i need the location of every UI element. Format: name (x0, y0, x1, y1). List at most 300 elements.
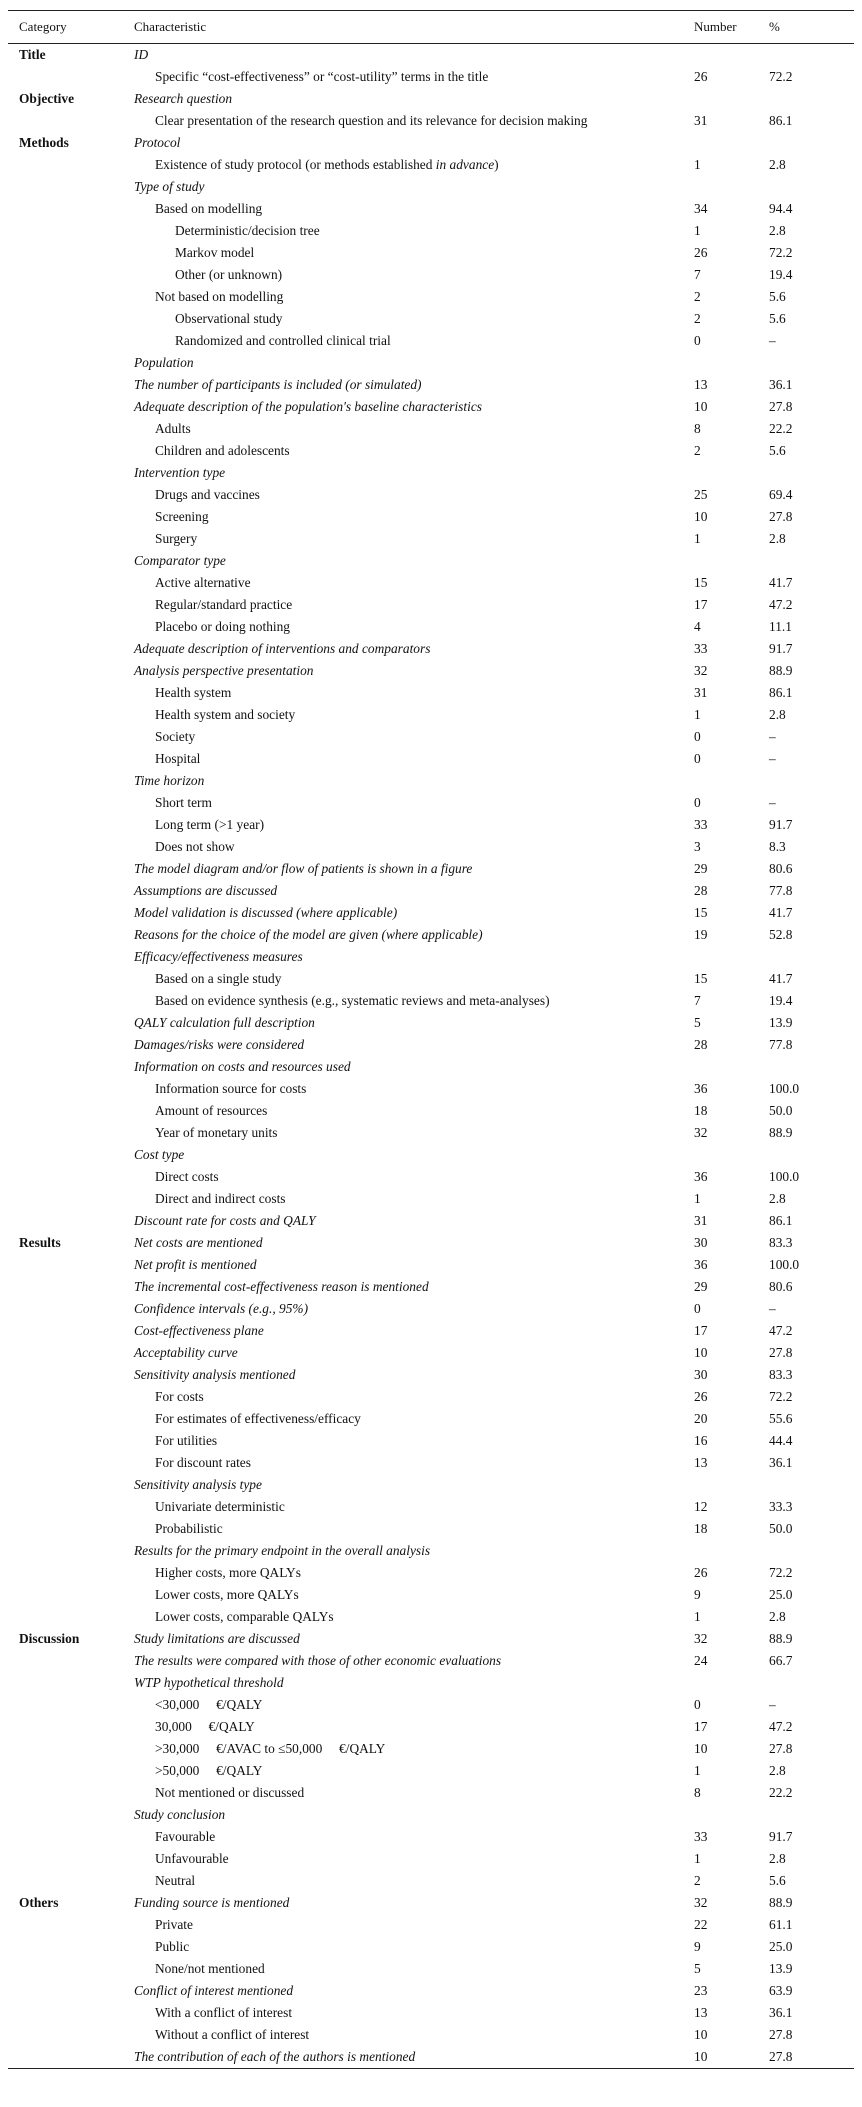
characteristic-text: Existence of study protocol (or methods established (155, 157, 436, 172)
table-row (8, 396, 854, 418)
row-characteristic: Damages/risks were considered (134, 1037, 305, 1052)
row-percent: 5.6 (769, 289, 786, 304)
row-number: 24 (694, 1653, 708, 1668)
row-category (8, 1122, 122, 1144)
table-row (8, 176, 854, 198)
row-characteristic: Active alternative (155, 575, 251, 590)
row-characteristic: Society (155, 729, 196, 744)
row-number: 32 (694, 1631, 708, 1646)
table-row (8, 1012, 854, 1034)
row-characteristic: For utilities (155, 1433, 218, 1448)
row-percent: 36.1 (769, 2005, 793, 2020)
row-percent: 72.2 (769, 245, 793, 260)
table-row (8, 726, 854, 748)
row-percent (769, 88, 854, 110)
row-category (8, 1298, 122, 1320)
table-row (8, 1386, 854, 1408)
table-row (8, 418, 854, 440)
row-percent (769, 770, 854, 792)
row-category (8, 726, 122, 748)
row-percent: 5.6 (769, 311, 786, 326)
row-category (8, 1518, 122, 1540)
row-percent: 13.9 (769, 1015, 793, 1030)
row-percent (769, 1672, 854, 1694)
table-row (8, 836, 854, 858)
table-row (8, 1276, 854, 1298)
row-number: 29 (694, 861, 708, 876)
row-category (8, 946, 122, 968)
row-category (8, 682, 122, 704)
row-number: 33 (694, 817, 708, 832)
row-characteristic: Adequate description of the population's baseline characteristics (134, 399, 482, 414)
row-characteristic: Amount of resources (155, 1103, 268, 1118)
row-characteristic: Information on costs and resources used (134, 1059, 351, 1074)
row-number: 31 (694, 1213, 708, 1228)
row-category: Title (19, 47, 46, 62)
row-characteristic: The model diagram and/or flow of patients is shown in a figure (134, 861, 473, 876)
row-percent: 77.8 (769, 883, 793, 898)
row-number: 9 (694, 1939, 701, 1954)
row-number: 30 (694, 1235, 708, 1250)
table-row (8, 1210, 854, 1232)
row-percent: 100.0 (769, 1169, 800, 1184)
row-characteristic: Reasons for the choice of the model are given (where applicable) (134, 927, 483, 942)
row-characteristic: WTP hypothetical threshold (134, 1675, 284, 1690)
row-characteristic: Information source for costs (155, 1081, 307, 1096)
row-number: 18 (694, 1521, 708, 1536)
row-category (8, 374, 122, 396)
table-row (8, 1826, 854, 1848)
table-row (8, 682, 854, 704)
row-percent: 55.6 (769, 1411, 793, 1426)
row-category (8, 792, 122, 814)
table-row (8, 638, 854, 660)
row-category (8, 418, 122, 440)
row-characteristic: The number of participants is included (or simulated) (134, 377, 422, 392)
row-category (8, 110, 122, 132)
row-percent: 2.8 (769, 1609, 786, 1624)
table-row (8, 88, 854, 110)
row-characteristic: Health system (155, 685, 232, 700)
row-category: Methods (19, 135, 69, 150)
row-category (8, 858, 122, 880)
row-number (694, 1144, 769, 1166)
row-characteristic: Net profit is mentioned (134, 1257, 257, 1272)
table-row (8, 1034, 854, 1056)
row-number (694, 1804, 769, 1826)
row-number (694, 550, 769, 572)
table-row (8, 528, 854, 550)
table-row (8, 264, 854, 286)
row-percent: 27.8 (769, 399, 793, 414)
table-row (8, 572, 854, 594)
row-characteristic: Conflict of interest mentioned (134, 1983, 294, 1998)
row-percent: 72.2 (769, 1565, 793, 1580)
row-category (8, 770, 122, 792)
table-row (8, 660, 854, 682)
table-row (8, 462, 854, 484)
row-percent: 77.8 (769, 1037, 793, 1052)
row-category (8, 1738, 122, 1760)
row-characteristic: Regular/standard practice (155, 597, 293, 612)
row-category (8, 594, 122, 616)
row-category (8, 1012, 122, 1034)
row-category (8, 1672, 122, 1694)
row-characteristic: Hospital (155, 751, 201, 766)
table-row (8, 1166, 854, 1188)
row-percent: – (769, 729, 776, 744)
row-characteristic: Analysis perspective presentation (134, 663, 314, 678)
characteristic-emphasis: in advance (435, 157, 495, 172)
row-percent: 2.8 (769, 531, 786, 546)
row-category (8, 462, 122, 484)
row-category (8, 66, 122, 88)
row-number: 22 (694, 1917, 708, 1932)
row-characteristic: Year of monetary units (155, 1125, 278, 1140)
row-characteristic: Cost-effectiveness plane (134, 1323, 264, 1338)
row-number: 5 (694, 1961, 701, 1976)
row-number: 10 (694, 2027, 708, 2042)
row-percent: 33.3 (769, 1499, 793, 1514)
row-percent: 88.9 (769, 1125, 793, 1140)
header-number: Number (694, 19, 737, 34)
row-characteristic: Research question (134, 91, 233, 106)
row-category (8, 1914, 122, 1936)
row-characteristic: For costs (155, 1389, 204, 1404)
row-characteristic: Acceptability curve (134, 1345, 238, 1360)
row-characteristic: For estimates of effectiveness/efficacy (155, 1411, 361, 1426)
table-row (8, 1100, 854, 1122)
row-percent: 19.4 (769, 267, 793, 282)
table-row (8, 1628, 854, 1650)
row-characteristic: Lower costs, more QALYs (155, 1587, 299, 1602)
row-characteristic: Does not show (155, 839, 235, 854)
table-row (8, 1892, 854, 1914)
row-number: 2 (694, 1873, 701, 1888)
row-number: 12 (694, 1499, 708, 1514)
table-body (8, 44, 854, 2069)
row-number: 10 (694, 1345, 708, 1360)
row-category (8, 968, 122, 990)
row-number: 7 (694, 267, 701, 282)
row-number: 0 (694, 795, 701, 810)
row-number: 36 (694, 1257, 708, 1272)
row-number: 31 (694, 113, 708, 128)
table-row (8, 1936, 854, 1958)
row-number: 2 (694, 311, 701, 326)
row-percent (769, 1540, 854, 1562)
row-number: 33 (694, 641, 708, 656)
row-percent (769, 1144, 854, 1166)
row-percent: 41.7 (769, 575, 793, 590)
row-number (694, 44, 769, 67)
row-number: 1 (694, 1609, 701, 1624)
row-number: 1 (694, 531, 701, 546)
row-category (8, 1034, 122, 1056)
row-characteristic: Sensitivity analysis mentioned (134, 1367, 296, 1382)
row-percent: 88.9 (769, 1631, 793, 1646)
table-row (8, 968, 854, 990)
table-row (8, 440, 854, 462)
row-category (8, 220, 122, 242)
row-number: 26 (694, 1389, 708, 1404)
row-number (694, 88, 769, 110)
row-category: Results (19, 1235, 61, 1250)
table-row (8, 66, 854, 88)
row-number (694, 462, 769, 484)
row-number: 13 (694, 1455, 708, 1470)
row-percent: 86.1 (769, 113, 793, 128)
row-category (8, 154, 122, 176)
table-row (8, 2046, 854, 2069)
row-characteristic: Unfavourable (155, 1851, 229, 1866)
row-category (8, 1694, 122, 1716)
row-characteristic: Higher costs, more QALYs (155, 1565, 301, 1580)
row-number: 1 (694, 1851, 701, 1866)
row-percent: 91.7 (769, 641, 793, 656)
row-characteristic: Probabilistic (155, 1521, 223, 1536)
row-number: 32 (694, 1125, 708, 1140)
row-percent (769, 44, 854, 67)
row-category (8, 814, 122, 836)
row-percent: 11.1 (769, 619, 792, 634)
row-number: 8 (694, 421, 701, 436)
row-number: 13 (694, 2005, 708, 2020)
row-characteristic: QALY calculation full description (134, 1015, 315, 1030)
row-characteristic: Based on a single study (155, 971, 282, 986)
row-percent: 2.8 (769, 1851, 786, 1866)
row-number: 26 (694, 1565, 708, 1580)
row-category (8, 1870, 122, 1892)
row-characteristic: Specific “cost-effectiveness” or “cost-utility” terms in the title (155, 69, 489, 84)
row-number: 2 (694, 289, 701, 304)
row-category (8, 1254, 122, 1276)
row-characteristic: Funding source is mentioned (134, 1895, 290, 1910)
row-percent: 22.2 (769, 421, 793, 436)
row-number: 28 (694, 883, 708, 898)
row-number: 30 (694, 1367, 708, 1382)
row-characteristic: Comparator type (134, 553, 226, 568)
table-row (8, 1342, 854, 1364)
row-number: 0 (694, 333, 701, 348)
row-percent: 86.1 (769, 685, 793, 700)
row-percent: 27.8 (769, 1741, 793, 1756)
table-row (8, 198, 854, 220)
table-row (8, 616, 854, 638)
row-percent: 88.9 (769, 663, 793, 678)
row-characteristic (122, 154, 694, 176)
row-percent (769, 132, 854, 154)
row-category (8, 1936, 122, 1958)
row-percent: 50.0 (769, 1103, 793, 1118)
row-percent: 8.3 (769, 839, 786, 854)
row-characteristic: Adequate description of interventions and comparators (134, 641, 431, 656)
table-row (8, 1122, 854, 1144)
row-percent: 41.7 (769, 905, 793, 920)
table-row (8, 792, 854, 814)
table-row (8, 352, 854, 374)
row-category: Objective (19, 91, 75, 106)
row-percent: 91.7 (769, 1829, 793, 1844)
row-percent: 50.0 (769, 1521, 793, 1536)
table-row (8, 748, 854, 770)
row-characteristic: Favourable (155, 1829, 216, 1844)
row-percent: 22.2 (769, 1785, 793, 1800)
table-row (8, 1562, 854, 1584)
characteristics-table (8, 10, 854, 2069)
row-number: 23 (694, 1983, 708, 1998)
table-row (8, 1320, 854, 1342)
table-row (8, 374, 854, 396)
table-row (8, 242, 854, 264)
row-number: 31 (694, 685, 708, 700)
row-characteristic: Private (155, 1917, 193, 1932)
row-percent: 47.2 (769, 597, 793, 612)
row-number: 8 (694, 1785, 701, 1800)
row-category (8, 2024, 122, 2046)
row-category (8, 308, 122, 330)
row-characteristic: Protocol (134, 135, 181, 150)
row-number: 18 (694, 1103, 708, 1118)
row-category (8, 1276, 122, 1298)
row-percent: 19.4 (769, 993, 793, 1008)
row-number: 1 (694, 1191, 701, 1206)
row-category (8, 242, 122, 264)
row-percent: 47.2 (769, 1719, 793, 1734)
table-row (8, 286, 854, 308)
row-percent: 83.3 (769, 1235, 793, 1250)
row-category (8, 1452, 122, 1474)
row-percent (769, 352, 854, 374)
row-category (8, 286, 122, 308)
row-number: 15 (694, 905, 708, 920)
row-number: 10 (694, 2049, 708, 2064)
row-percent: 2.8 (769, 223, 786, 238)
row-category (8, 1342, 122, 1364)
table-row (8, 1606, 854, 1628)
row-category (8, 550, 122, 572)
row-category (8, 1474, 122, 1496)
row-category (8, 176, 122, 198)
table-row (8, 1958, 854, 1980)
table-row (8, 1804, 854, 1826)
table-row (8, 484, 854, 506)
row-characteristic: Public (155, 1939, 190, 1954)
row-characteristic: Health system and society (155, 707, 296, 722)
row-characteristic: Adults (155, 421, 191, 436)
row-category (8, 1958, 122, 1980)
row-characteristic: Clear presentation of the research question and its relevance for decision making (155, 113, 588, 128)
table-row (8, 1496, 854, 1518)
row-characteristic: ID (134, 47, 149, 62)
row-percent: 66.7 (769, 1653, 793, 1668)
row-category (8, 1408, 122, 1430)
table-row (8, 858, 854, 880)
row-category (8, 2046, 122, 2069)
row-percent: 91.7 (769, 817, 793, 832)
table-row (8, 2024, 854, 2046)
row-percent: 2.8 (769, 157, 786, 172)
row-percent: 44.4 (769, 1433, 793, 1448)
row-characteristic: Type of study (134, 179, 205, 194)
row-number: 20 (694, 1411, 708, 1426)
row-category (8, 1364, 122, 1386)
row-category (8, 1100, 122, 1122)
row-characteristic: None/not mentioned (155, 1961, 265, 1976)
row-percent: 13.9 (769, 1961, 793, 1976)
row-percent: 69.4 (769, 487, 793, 502)
table-row (8, 946, 854, 968)
table-row (8, 814, 854, 836)
row-characteristic: Placebo or doing nothing (155, 619, 291, 634)
table-row (8, 1298, 854, 1320)
row-category (8, 1320, 122, 1342)
row-number: 1 (694, 157, 701, 172)
table-row (8, 132, 854, 154)
row-number: 29 (694, 1279, 708, 1294)
row-category (8, 880, 122, 902)
row-category (8, 902, 122, 924)
row-percent (769, 1804, 854, 1826)
row-percent (769, 550, 854, 572)
row-number: 10 (694, 509, 708, 524)
table-row (8, 1188, 854, 1210)
row-category (8, 352, 122, 374)
row-category (8, 1056, 122, 1078)
table-row (8, 1144, 854, 1166)
table-row (8, 506, 854, 528)
row-characteristic: Univariate deterministic (155, 1499, 285, 1514)
row-percent: 2.8 (769, 707, 786, 722)
row-percent: 80.6 (769, 861, 793, 876)
row-characteristic: Markov model (175, 245, 255, 260)
row-percent: 2.8 (769, 1763, 786, 1778)
row-percent: 27.8 (769, 2027, 793, 2042)
row-category (8, 572, 122, 594)
row-percent: 36.1 (769, 377, 793, 392)
row-category (8, 616, 122, 638)
row-percent: 52.8 (769, 927, 793, 942)
row-characteristic: Not mentioned or discussed (155, 1785, 305, 1800)
header-row (8, 11, 854, 44)
row-number: 32 (694, 1895, 708, 1910)
row-category (8, 1804, 122, 1826)
table-row (8, 2002, 854, 2024)
row-characteristic: Neutral (155, 1873, 196, 1888)
row-percent: 36.1 (769, 1455, 793, 1470)
row-number: 13 (694, 377, 708, 392)
header-category: Category (19, 19, 67, 34)
table-row (8, 770, 854, 792)
row-number (694, 1474, 769, 1496)
table-row (8, 1738, 854, 1760)
row-characteristic: Screening (155, 509, 209, 524)
row-category: Discussion (19, 1631, 80, 1646)
row-characteristic: Lower costs, comparable QALYs (155, 1609, 334, 1624)
table-row (8, 308, 854, 330)
row-number: 1 (694, 707, 701, 722)
row-percent: – (769, 795, 776, 810)
row-characteristic: With a conflict of interest (155, 2005, 293, 2020)
table-row (8, 1056, 854, 1078)
table-row (8, 990, 854, 1012)
row-number (694, 1540, 769, 1562)
row-characteristic: Children and adolescents (155, 443, 290, 458)
row-category (8, 836, 122, 858)
table-row (8, 1782, 854, 1804)
row-characteristic: Surgery (155, 531, 198, 546)
row-percent: 83.3 (769, 1367, 793, 1382)
